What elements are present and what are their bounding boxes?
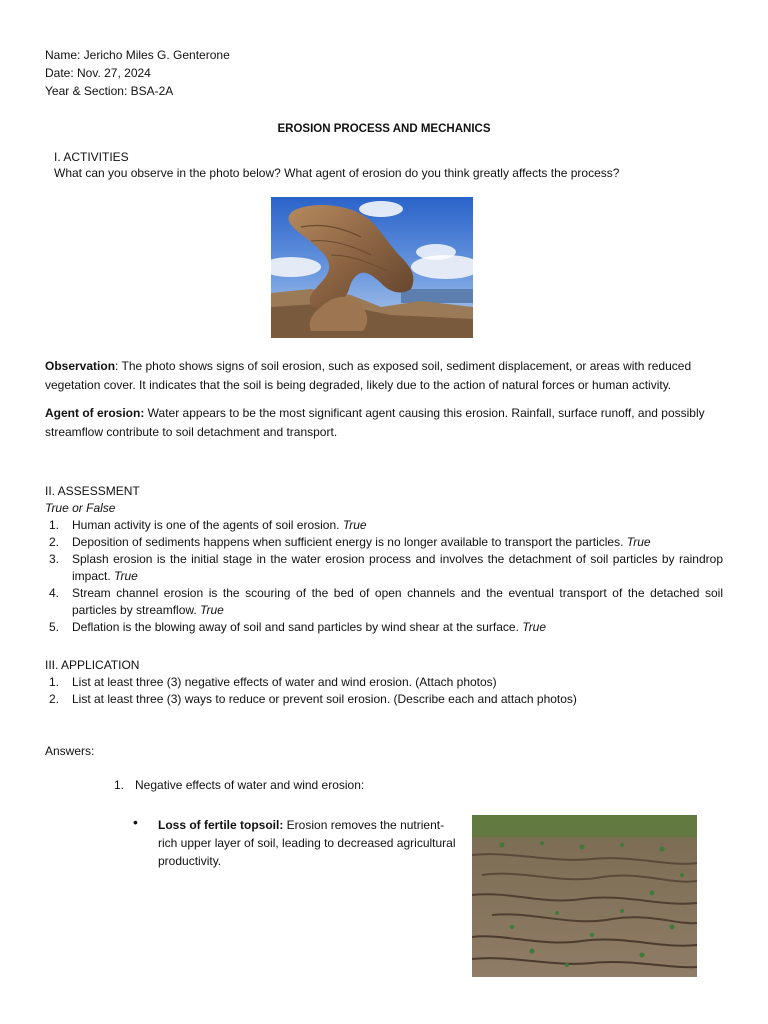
agent-label: Agent of erosion: xyxy=(45,406,145,420)
list-item: 5. Deflation is the blowing away of soil and sand particles by wind shear at the surface. True xyxy=(49,620,547,634)
bullet-text: Erosion removes the nutrient-rich upper layer of soil, leading to decreased agricultural productivity. xyxy=(158,818,456,868)
observation-label: Observation xyxy=(45,359,116,373)
observation-paragraph xyxy=(45,357,717,395)
answer-item-text: Negative effects of water and wind erosion: xyxy=(135,778,365,792)
observation-text: : The photo shows signs of soil erosion, such as exposed soil, sediment displacement, or areas with reduced vegetation cover. It indicates that the soil is being degraded, likely due to the action of natural forces or human activity. xyxy=(45,359,692,392)
eroded-field-image xyxy=(472,815,697,977)
bullet-icon: • xyxy=(133,814,138,830)
activities-question: What can you observe in the photo below? What agent of erosion do you think greatly affects the process? xyxy=(54,166,620,180)
assessment-heading: II. ASSESSMENT xyxy=(45,484,140,498)
rock-formation-image xyxy=(271,197,473,338)
list-item: 1. List at least three (3) negative effects of water and wind erosion. (Attach photos) xyxy=(49,675,497,689)
page-title: EROSION PROCESS AND MECHANICS xyxy=(277,123,491,135)
rock-formation-photo xyxy=(271,197,473,338)
answers-heading: Answers: xyxy=(45,744,95,758)
list-item: 1. Human activity is one of the agents of soil erosion. True xyxy=(49,518,367,532)
list-item: 2. List at least three (3) ways to reduce or prevent soil erosion. (Describe each and attach photos) xyxy=(49,692,577,706)
assessment-subheading: True or False xyxy=(45,501,116,515)
bullet-label: Loss of fertile topsoil: xyxy=(158,818,284,832)
date: Date: Nov. 27, 2024 xyxy=(45,66,151,80)
year-section: Year & Section: BSA-2A xyxy=(45,84,174,98)
agent-text: Water appears to be the most significant agent causing this erosion. Rainfall, surface runoff, and possibly streamflow contribute to soil detachment and transport. xyxy=(45,406,705,439)
list-item: 2. Deposition of sediments happens when sufficient energy is no longer available to transport the particles. True xyxy=(49,535,651,549)
assessment-list xyxy=(45,517,723,636)
bullet-paragraph xyxy=(158,816,458,870)
eroded-field-photo xyxy=(472,815,697,977)
list-item: 4. Stream channel erosion is the scouring of the bed of open channels and the eventual transport of the detached soil particles by streamflow. True xyxy=(49,586,723,617)
activities-heading: I. ACTIVITIES xyxy=(54,150,129,164)
application-list xyxy=(45,674,723,708)
student-name: Name: Jericho Miles G. Genterone xyxy=(45,48,230,62)
agent-paragraph xyxy=(45,404,717,442)
answer-item-number: 1. xyxy=(114,778,125,792)
list-item: 3. Splash erosion is the initial stage in the water erosion process and involves the detachment of soil particles by raindrop impact. True xyxy=(49,552,723,583)
application-heading: III. APPLICATION xyxy=(45,658,140,672)
